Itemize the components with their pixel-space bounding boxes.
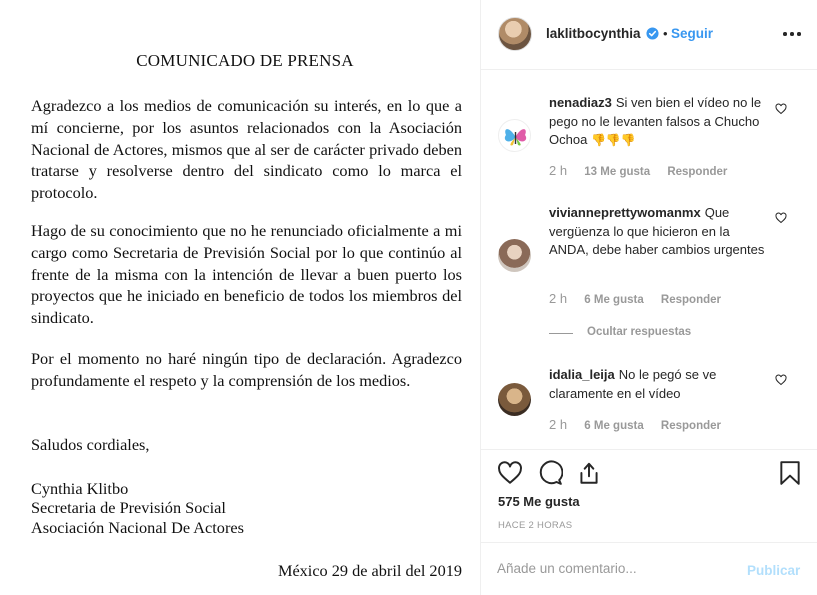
like-heart-icon[interactable] (497, 460, 523, 486)
signature-role: Secretaria de Previsión Social (31, 498, 226, 517)
separator-dot: • (663, 26, 668, 41)
comment-likes[interactable]: 6 Me gusta (584, 420, 644, 432)
signature-organization: Asociación Nacional De Actores (31, 518, 244, 537)
post-sidebar (480, 0, 817, 595)
document-paragraph: Por el momento no haré ningún tipo de declaración. Agradezco profundamente el respeto y la comprensión de los medios. (31, 349, 462, 390)
author-username[interactable]: laklitbocynthia (546, 26, 641, 41)
comment-time: 2 h (549, 163, 568, 178)
comment-likes[interactable]: 6 Me gusta (584, 294, 644, 306)
heart-icon[interactable] (775, 103, 787, 115)
follow-button[interactable]: Seguir (671, 26, 714, 41)
signature-name: Cynthia Klitbo (31, 479, 129, 498)
comment-username[interactable]: nenadiaz3 (549, 95, 612, 110)
comment-time: 2 h (549, 291, 568, 306)
avatar[interactable] (498, 383, 531, 416)
reply-button[interactable]: Responder (660, 294, 721, 306)
document-paragraph: Agradezco a los medios de comunicación su interés, en lo que a mí concierne, por los asuntos relacionados con la Asociación Nacional de Actores, mismos que al ser de carácter privado deben tratarse y resolverse dentro del sindicato como lo marca el protocolo. (31, 96, 462, 203)
comment-text (549, 366, 769, 403)
document-closing: Saludos cordiales, (31, 435, 150, 454)
comment-meta (549, 291, 721, 306)
publish-button[interactable]: Publicar (747, 563, 801, 578)
comment-body: Que vergüenza lo que hicieron en la ANDA, debe haber cambios urgentes (549, 205, 765, 257)
avatar[interactable] (498, 119, 531, 152)
comment-icon[interactable] (537, 460, 563, 486)
verified-badge-icon (646, 27, 659, 40)
document-paragraph: Hago de su conocimiento que no he renunciado oficialmente a mi cargo como Secretaria de Previsión Social por lo que continúo al frente de la misma con la intención de llevar a buen puerto los proyectos que he iniciado en beneficio de todos los miembros del sindicato. (31, 221, 462, 328)
comment-body: Si ven bien el vídeo no le pego no le levanten falsos a Chucho Ochoa (549, 95, 762, 147)
post-timestamp[interactable]: HACE 2 HORAS (498, 520, 573, 531)
comment-likes[interactable]: 13 Me gusta (584, 166, 651, 178)
comment-composer (481, 542, 817, 595)
comment-username[interactable]: idalia_leija (549, 367, 615, 382)
hide-replies-button[interactable]: Ocultar respuestas (587, 326, 692, 338)
thumbs-down-emoji: 👎👎👎 (590, 133, 636, 147)
comments-list (481, 71, 817, 448)
heart-icon[interactable] (775, 212, 787, 224)
comment-input[interactable] (497, 561, 727, 576)
comment-time: 2 h (549, 417, 568, 432)
avatar[interactable] (498, 17, 532, 51)
document-title: COMUNICADO DE PRENSA (136, 51, 354, 70)
comment-meta (549, 417, 721, 432)
comment-meta (549, 163, 727, 178)
butterfly-icon (499, 120, 531, 152)
comment-username[interactable]: vivianneprettywomanmx (549, 205, 701, 220)
divider-line (549, 333, 573, 334)
post-header (481, 0, 817, 70)
comment-text (549, 204, 769, 260)
document-date: México 29 de abril del 2019 (277, 561, 462, 580)
avatar[interactable] (498, 239, 531, 272)
save-bookmark-icon[interactable] (777, 460, 803, 486)
reply-button[interactable]: Responder (660, 420, 721, 432)
reply-button[interactable]: Responder (667, 166, 728, 178)
comment-text (549, 94, 769, 150)
share-icon[interactable] (576, 460, 602, 486)
heart-icon[interactable] (775, 374, 787, 386)
comment-body: No le pegó se ve claramente en el vídeo (549, 367, 717, 401)
likes-count[interactable]: 575 Me gusta (498, 494, 580, 509)
more-options-icon[interactable] (781, 24, 803, 42)
